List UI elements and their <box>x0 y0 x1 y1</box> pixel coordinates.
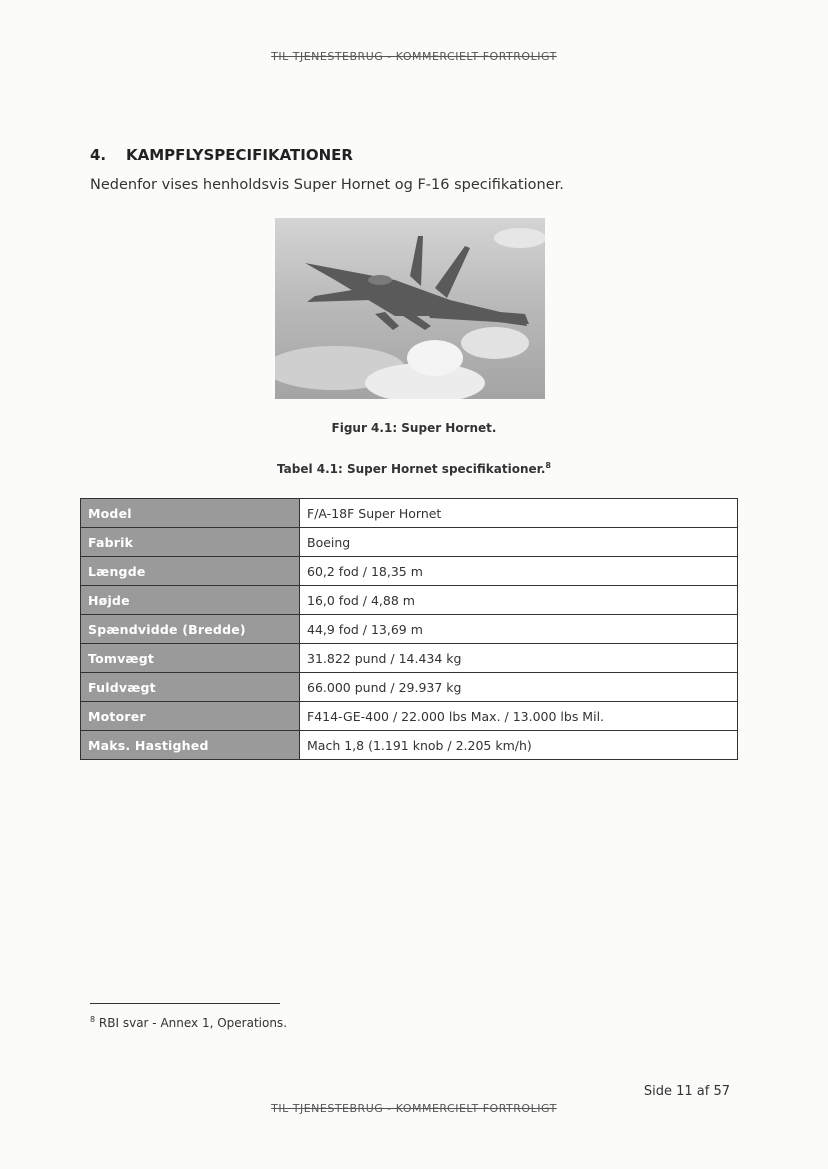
page-number: Side 11 af 57 <box>643 1084 730 1099</box>
table-row <box>81 499 738 528</box>
row-value: 60,2 fod / 18,35 m <box>300 557 738 586</box>
table-row <box>81 586 738 615</box>
row-label: Fuldvægt <box>81 673 300 702</box>
row-label: Tomvægt <box>81 644 300 673</box>
section-heading <box>90 146 353 164</box>
row-label: Maks. Hastighed <box>81 731 300 760</box>
table-caption-text: Tabel 4.1: Super Hornet specifikationer. <box>277 462 546 476</box>
section-title: KAMPFLYSPECIFIKATIONER <box>126 146 353 164</box>
row-value: 44,9 fod / 13,69 m <box>300 615 738 644</box>
row-value: 16,0 fod / 4,88 m <box>300 586 738 615</box>
row-label: Model <box>81 499 300 528</box>
footnote-divider <box>90 1003 280 1004</box>
intro-paragraph: Nedenfor vises henholdsvis Super Hornet og F-16 specifikationer. <box>90 177 564 193</box>
super-hornet-photo <box>275 218 545 399</box>
table-row <box>81 644 738 673</box>
footnote-text: RBI svar - Annex 1, Operations. <box>98 1016 288 1030</box>
table-caption-footnote-ref: 8 <box>545 461 551 470</box>
row-label: Længde <box>81 557 300 586</box>
row-label: Højde <box>81 586 300 615</box>
row-value: 66.000 pund / 29.937 kg <box>300 673 738 702</box>
table-row <box>81 557 738 586</box>
row-value: Mach 1,8 (1.191 knob / 2.205 km/h) <box>300 731 738 760</box>
footnote-marker: 8 <box>90 1015 96 1024</box>
header-classification: TIL TJENESTEBRUG - KOMMERCIELT FORTROLIGT <box>271 50 557 63</box>
row-value: 31.822 pund / 14.434 kg <box>300 644 738 673</box>
table-row <box>81 615 738 644</box>
footnote <box>90 1015 287 1030</box>
row-value: Boeing <box>300 528 738 557</box>
table-row <box>81 528 738 557</box>
table-row <box>81 673 738 702</box>
footer-classification: TIL TJENESTEBRUG - KOMMERCIELT FORTROLIGT <box>271 1102 557 1115</box>
row-label: Spændvidde (Bredde) <box>81 615 300 644</box>
row-label: Motorer <box>81 702 300 731</box>
table-caption <box>0 461 828 476</box>
row-value: F414-GE-400 / 22.000 lbs Max. / 13.000 lbs Mil. <box>300 702 738 731</box>
row-value: F/A-18F Super Hornet <box>300 499 738 528</box>
row-label: Fabrik <box>81 528 300 557</box>
figure-caption: Figur 4.1: Super Hornet. <box>331 421 497 435</box>
table-row <box>81 702 738 731</box>
spec-table <box>80 498 738 760</box>
table-row <box>81 731 738 760</box>
section-number: 4. <box>90 146 107 164</box>
